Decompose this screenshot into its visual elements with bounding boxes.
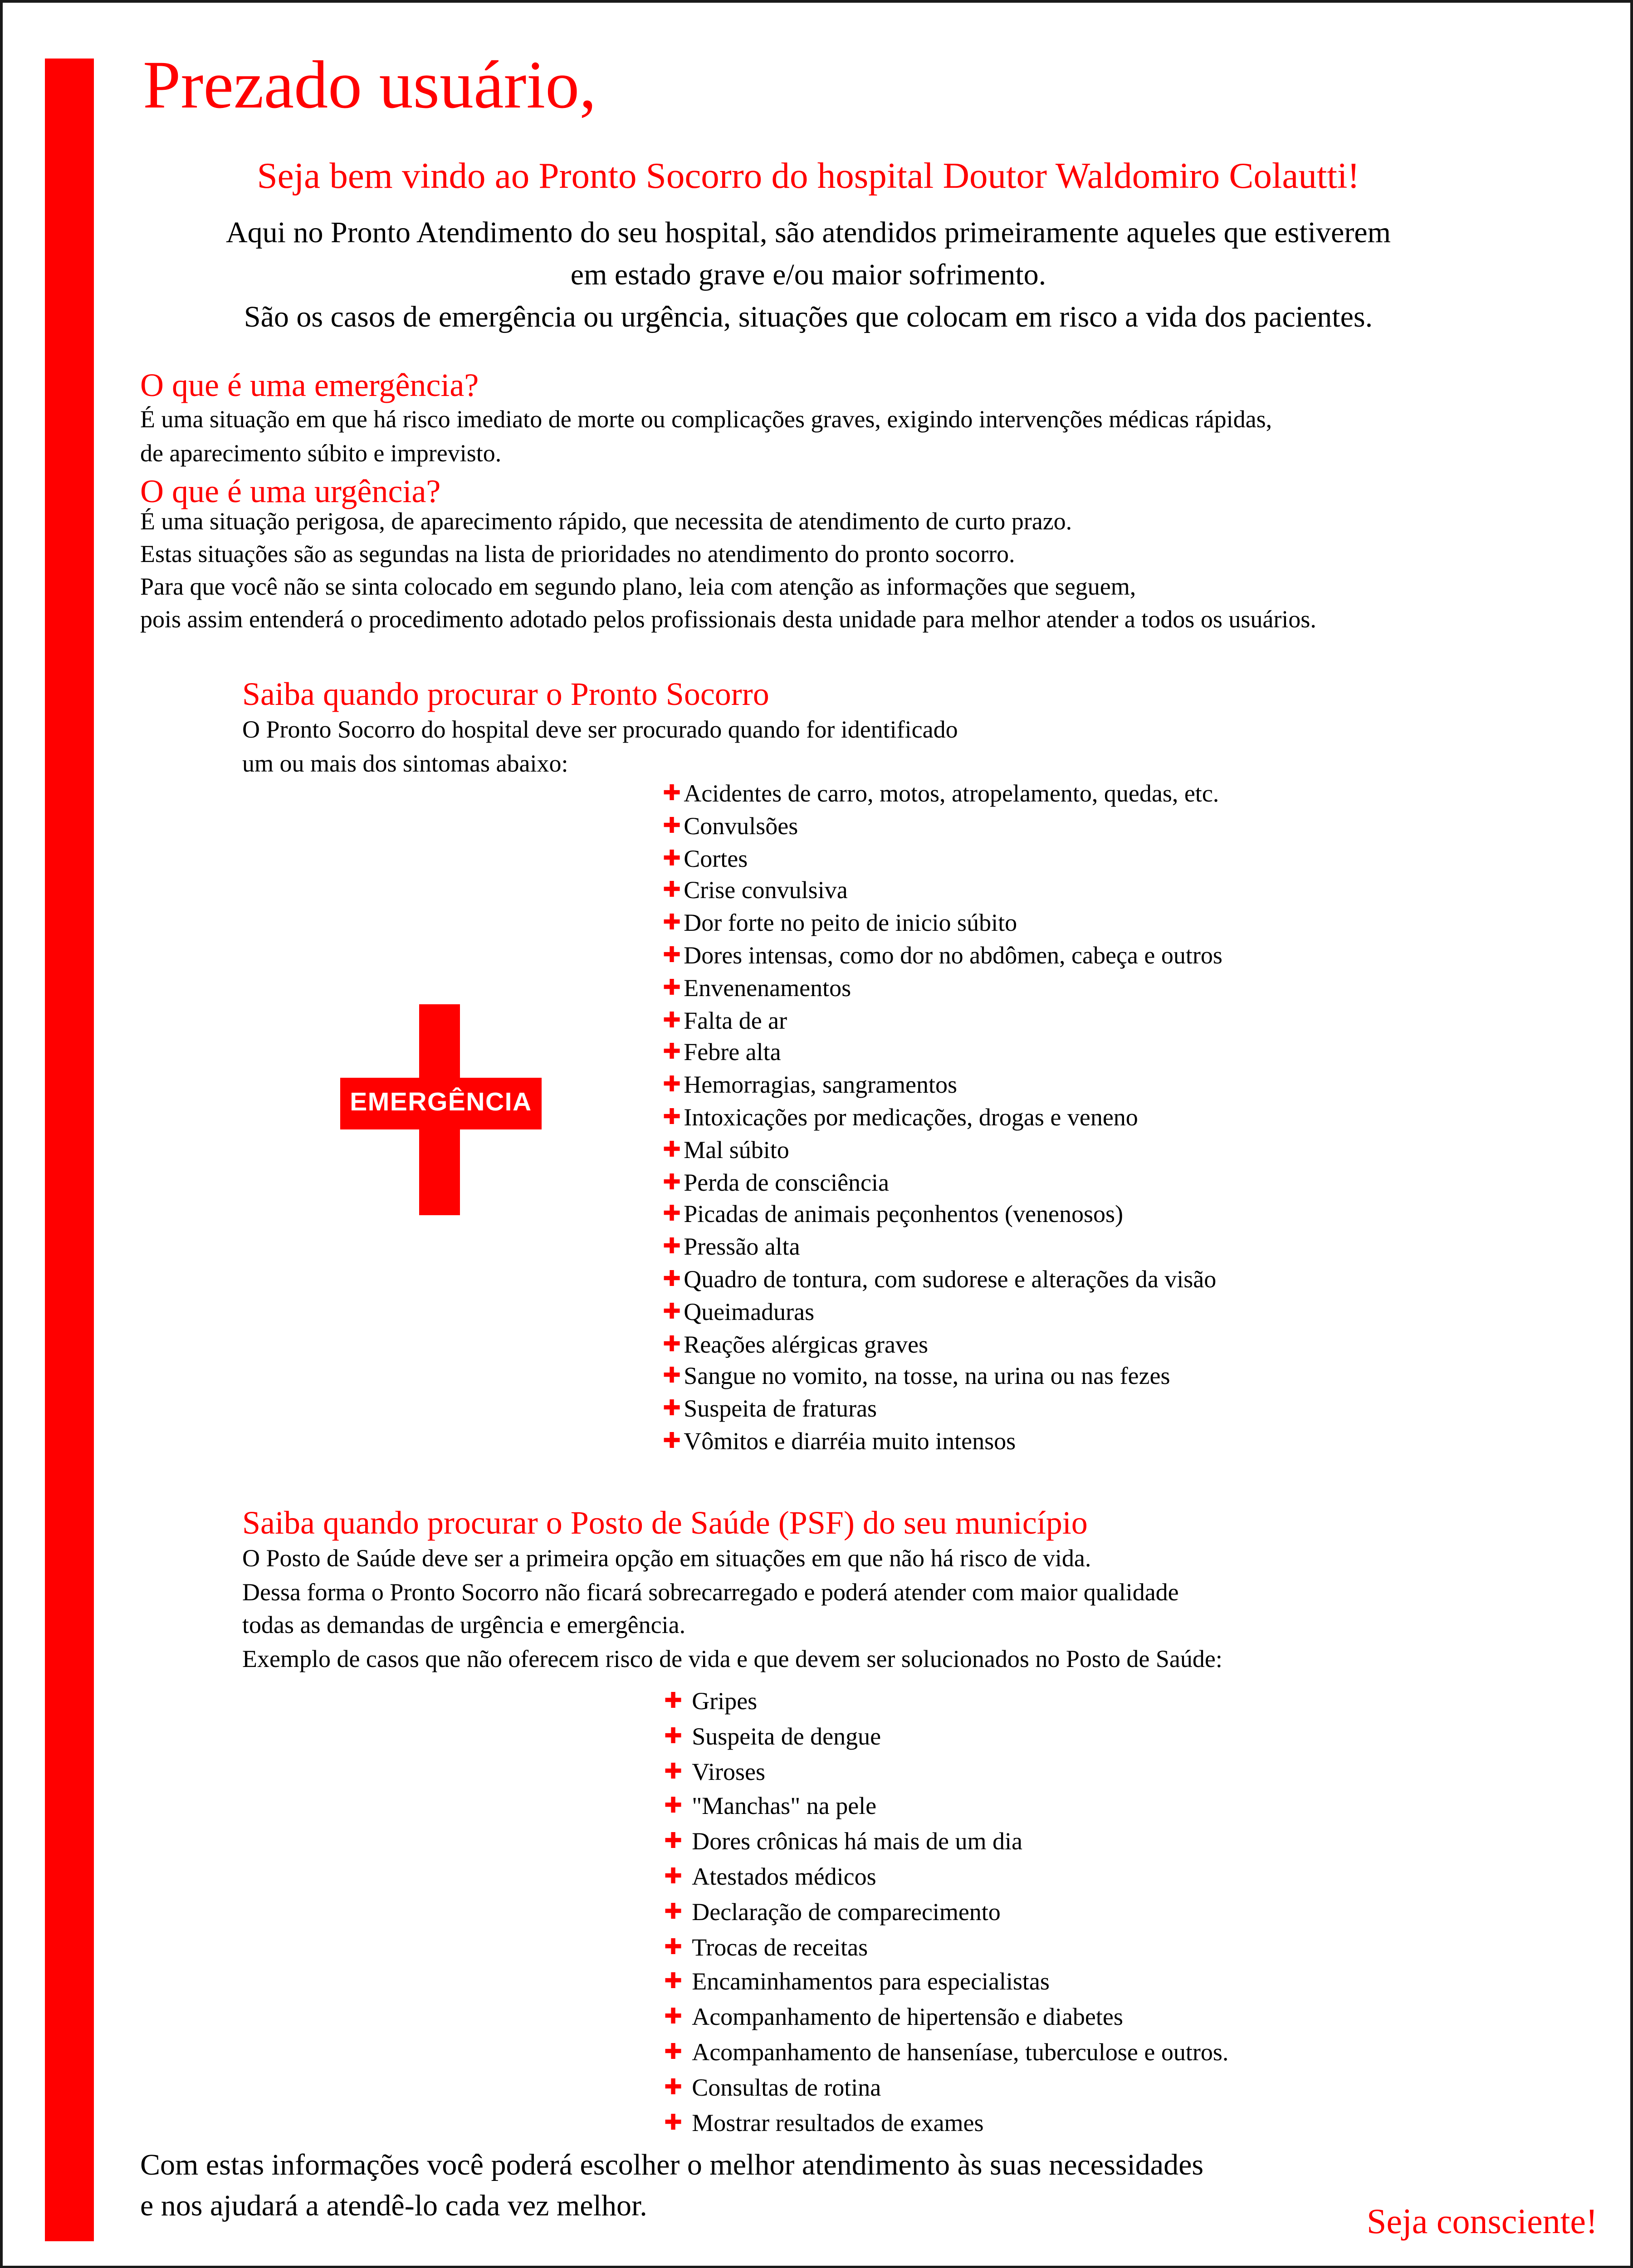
list-item-label: Dor forte no peito de inicio súbito [684,909,1017,937]
list-item [664,1720,1228,1755]
list-item-label: Consultas de rotina [692,2073,881,2101]
medical-cross-bullet-icon: ✚ [663,1265,681,1291]
list-item [663,973,1222,1005]
list-item [664,2036,1228,2071]
list-item-label: "Manchas" na pele [692,1793,877,1820]
medical-cross-bullet-icon: ✚ [663,1103,681,1129]
list-item [664,1895,1228,1930]
medical-cross-bullet-icon: ✚ [664,1687,683,1713]
medical-cross-bullet-icon: ✚ [664,1828,683,1854]
list-item [664,1860,1228,1895]
medical-cross-bullet-icon: ✚ [663,877,681,903]
medical-cross-bullet-icon: ✚ [664,2038,683,2064]
list-item [663,1102,1222,1134]
list-item-label: Hemorragias, sangramentos [684,1071,958,1099]
list-item [663,1361,1222,1393]
list-item [664,1965,1228,2000]
list-item [664,1790,1228,1825]
medical-cross-bullet-icon: ✚ [663,1363,681,1389]
emergency-definition-heading: O que é uma emergência? [140,369,479,404]
red-accent-bar [45,59,94,2241]
list-item-label: Convulsões [684,812,798,840]
medical-cross-bullet-icon: ✚ [664,1862,683,1889]
list-item [664,2001,1228,2036]
list-item-label: Cortes [684,844,748,872]
medical-cross-bullet-icon: ✚ [664,1933,683,1959]
list-item-label: Encaminhamentos para especialistas [692,1968,1050,1996]
medical-cross-bullet-icon: ✚ [664,1722,683,1749]
text-line: um ou mais dos sintomas abaixo: [242,750,568,777]
medical-cross-bullet-icon: ✚ [663,1006,681,1032]
list-item [663,940,1222,973]
list-item [663,1199,1222,1232]
list-item-label: Acidentes de carro, motos, atropelamento, quedas, etc. [684,780,1219,807]
posto-saude-heading: Saiba quando procurar o Posto de Saúde (PSF) do seu município [242,1506,1088,1542]
list-item [663,1037,1222,1070]
list-item [664,1931,1228,1965]
list-item [664,2071,1228,2106]
intro-line: em estado grave e/ou maior sofrimento. [570,257,1046,291]
list-item-label: Mal súbito [684,1136,789,1163]
medical-cross-bullet-icon: ✚ [663,1039,681,1065]
text-line: O Pronto Socorro do hospital deve ser procurado quando for identificado [242,716,958,743]
list-item [663,1393,1222,1426]
text-line: É uma situação em que há risco imediato de morte ou complicações graves, exigindo intervenções médicas rápidas, [140,406,1272,433]
list-item [663,1296,1222,1329]
list-item [663,811,1222,843]
text-line: pois assim entenderá o procedimento adotado pelos profissionais desta unidade para melhor atender a todos os usuários. [140,606,1316,633]
list-item [663,1005,1222,1037]
emergency-definition-text [140,403,1272,471]
medical-cross-bullet-icon: ✚ [664,2003,683,2029]
list-item [664,2106,1228,2141]
medical-cross-bullet-icon: ✚ [664,2073,683,2100]
list-item-label: Suspeita de dengue [692,1722,881,1750]
urgency-definition-text [140,505,1316,635]
medical-cross-bullet-icon: ✚ [663,974,681,1000]
intro-paragraph [57,211,1560,337]
list-item-label: Gripes [692,1687,758,1715]
list-item-label: Quadro de tontura, com sudorese e alterações da visão [684,1265,1217,1293]
list-item-label: Pressão alta [684,1233,800,1261]
list-item [663,1232,1222,1264]
list-item [663,875,1222,908]
text-line: todas as demandas de urgência e emergência. [242,1611,686,1638]
medical-cross-bullet-icon: ✚ [664,2108,683,2135]
intro-line: São os casos de emergência ou urgência, situações que colocam em risco a vida dos pacientes. [244,299,1373,333]
urgency-definition-heading: O que é uma urgência? [140,475,441,510]
medical-cross-bullet-icon: ✚ [663,1233,681,1259]
medical-cross-bullet-icon: ✚ [663,941,681,968]
medical-cross-bullet-icon: ✚ [664,1898,683,1924]
medical-cross-bullet-icon: ✚ [663,844,681,870]
slogan: Seja consciente! [1367,2202,1598,2241]
text-line: O Posto de Saúde deve ser a primeira opção em situações em que não há risco de vida. [242,1545,1091,1572]
pronto-socorro-heading: Saiba quando procurar o Pronto Socorro [242,678,769,713]
medical-cross-bullet-icon: ✚ [663,1136,681,1162]
list-item-label: Dores crônicas há mais de um dia [692,1828,1022,1855]
medical-cross-bullet-icon: ✚ [663,780,681,806]
welcome-line: Seja bem vindo ao Pronto Socorro do hospital Doutor Waldomiro Colautti! [257,155,1360,196]
text-line: e nos ajudará a atendê-lo cada vez melhor. [140,2188,647,2222]
medical-cross-bullet-icon: ✚ [663,1395,681,1421]
text-line: Dessa forma o Pronto Socorro não ficará sobrecarregado e poderá atender com maior qualidade [242,1578,1179,1605]
list-item [663,1329,1222,1361]
text-line: de aparecimento súbito e imprevisto. [140,440,502,467]
list-item [664,1685,1228,1720]
text-line: Com estas informações você poderá escolher o melhor atendimento às suas necessidades [140,2147,1204,2181]
intro-line: Aqui no Pronto Atendimento do seu hospital, são atendidos primeiramente aqueles que estiverem [226,215,1391,249]
list-item-label: Acompanhamento de hipertensão e diabetes [692,2003,1123,2031]
page-title: Prezado usuário, [143,46,596,122]
list-item-label: Mostrar resultados de exames [692,2108,984,2136]
text-line: Exemplo de casos que não oferecem risco de vida e que devem ser solucionados no Posto de Saúde: [242,1644,1222,1672]
list-item [663,1134,1222,1167]
list-item-label: Vômitos e diarréia muito intensos [684,1427,1016,1455]
list-item-label: Declaração de comparecimento [692,1898,1001,1926]
list-item [663,1167,1222,1199]
list-item-label: Envenenamentos [684,974,851,1002]
list-item-label: Crise convulsiva [684,877,848,904]
medical-cross-bullet-icon: ✚ [663,1201,681,1227]
list-item-label: Trocas de receitas [692,1933,868,1960]
medical-cross-bullet-icon: ✚ [663,1427,681,1453]
list-item-label: Acompanhamento de hanseníase, tuberculose e outros. [692,2038,1229,2066]
list-item [663,1426,1222,1458]
list-item-label: Sangue no vomito, na tosse, na urina ou nas fezes [684,1363,1170,1390]
list-item [664,1755,1228,1790]
pronto-socorro-intro [242,713,958,781]
medical-cross-bullet-icon: ✚ [664,1793,683,1819]
emergency-cross-horizontal-bar [340,1078,542,1129]
list-item-label: Falta de ar [684,1006,787,1034]
list-item-label: Reações alérgicas graves [684,1330,928,1358]
list-item [664,1825,1228,1860]
medical-cross-bullet-icon: ✚ [663,1330,681,1356]
list-item-label: Febre alta [684,1039,781,1066]
list-item-label: Queimaduras [684,1298,815,1325]
medical-cross-bullet-icon: ✚ [664,1757,683,1784]
list-item-label: Suspeita de fraturas [684,1395,877,1422]
list-item-label: Viroses [692,1757,765,1785]
list-item-label: Perda de consciência [684,1168,890,1196]
text-line: Para que você não se sinta colocado em segundo plano, leia com atenção as informações que seguem, [140,573,1136,600]
list-item [663,843,1222,875]
list-item-label: Picadas de animais peçonhentos (venenosos) [684,1201,1123,1228]
medical-cross-bullet-icon: ✚ [663,1298,681,1324]
list-item [663,1264,1222,1296]
text-line: Estas situações são as segundas na lista de prioridades no atendimento do pronto socorro. [140,540,1015,567]
list-item-label: Atestados médicos [692,1862,876,1890]
list-item-label: Intoxicações por medicações, drogas e veneno [684,1103,1138,1131]
medical-cross-bullet-icon: ✚ [663,1071,681,1097]
list-item [663,1070,1222,1102]
posto-saude-intro [242,1542,1222,1675]
emergency-symptoms-list [663,778,1222,1458]
medical-cross-bullet-icon: ✚ [663,1168,681,1194]
posto-saude-cases-list [664,1685,1228,2141]
list-item [663,778,1222,811]
medical-cross-bullet-icon: ✚ [663,812,681,838]
medical-cross-bullet-icon: ✚ [663,909,681,935]
medical-cross-bullet-icon: ✚ [664,1968,683,1994]
text-line: É uma situação perigosa, de aparecimento rápido, que necessita de atendimento de curto prazo. [140,508,1072,535]
list-item-label: Dores intensas, como dor no abdômen, cabeça e outros [684,941,1222,969]
emergency-cross-label: EMERGÊNCIA [350,1089,532,1117]
list-item [663,908,1222,940]
